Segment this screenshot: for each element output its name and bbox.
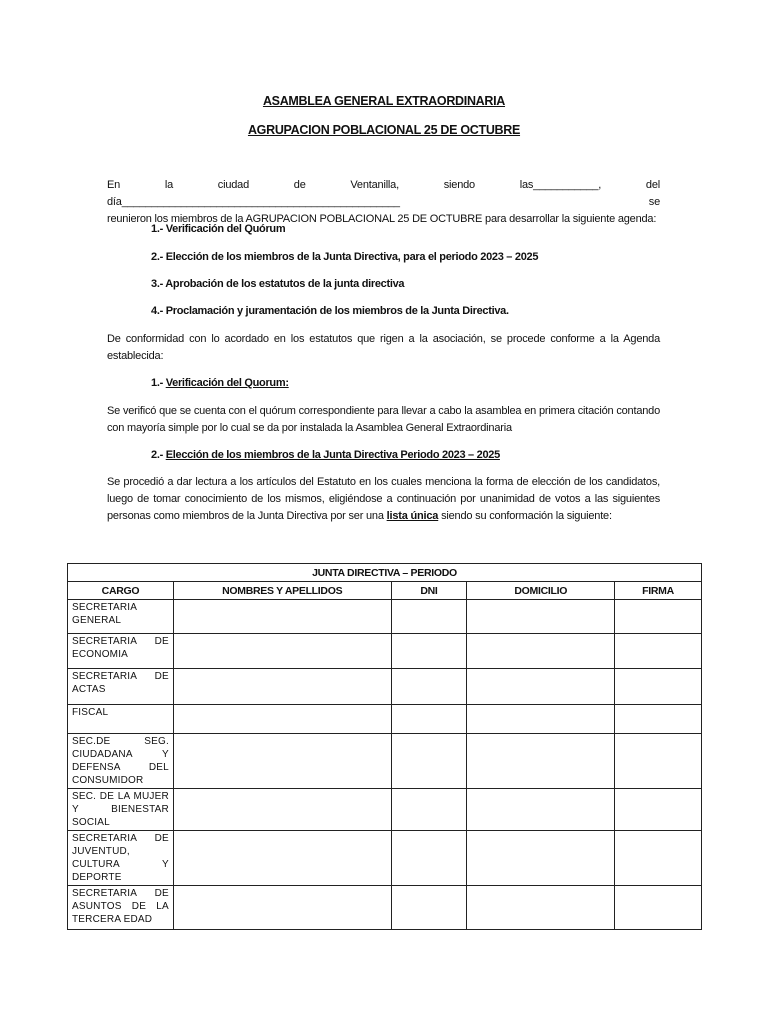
section-2-line-2: luego de tomar conocimiento de los mismos, eligiéndose a continuación por unanimidad de votos a las siguientes: [107, 493, 660, 505]
agenda-item-4: 4.- Proclamación y juramentación de los miembros de la Junta Directiva.: [151, 305, 509, 317]
dni-cell[interactable]: [391, 789, 467, 831]
conformity-line-2: establecida:: [107, 350, 164, 362]
cargo-line: ACTAS: [72, 684, 106, 695]
domicilio-cell[interactable]: [467, 734, 615, 789]
section-2-line-3: [107, 508, 660, 525]
cargo-line: Y BIENESTAR: [72, 804, 169, 815]
section-2-line-3-end: siendo su conformación la siguiente:: [438, 510, 612, 522]
agenda-item-2: 2.- Elección de los miembros de la Junta Directiva, para el periodo 2023 – 2025: [151, 251, 539, 263]
nombres-cell[interactable]: [173, 734, 391, 789]
cargo-line: SEC. DE LA MUJER: [72, 791, 169, 802]
table-row: [68, 831, 702, 886]
header-domicilio: DOMICILIO: [467, 582, 615, 600]
nombres-cell[interactable]: [173, 634, 391, 669]
dni-cell[interactable]: [391, 669, 467, 705]
conformity-line-1: De conformidad con lo acordado en los estatutos que rigen a la asociación, se procede conforme a la Agenda: [107, 333, 660, 345]
cargo-line: CONSUMIDOR: [72, 775, 144, 786]
section-1-heading: [151, 377, 289, 389]
header-firma: FIRMA: [615, 582, 702, 600]
table-title: JUNTA DIRECTIVA – PERIODO: [68, 564, 702, 582]
agenda-item-3: 3.- Aprobación de los estatutos de la junta directiva: [151, 278, 405, 290]
cargo-cell: [68, 634, 174, 669]
cargo-line: SEC.DE SEG.: [72, 736, 169, 747]
firma-cell[interactable]: [615, 886, 702, 930]
agenda-item-1: 1.- Verificación del Quórum: [151, 223, 286, 235]
firma-cell[interactable]: [615, 634, 702, 669]
domicilio-cell[interactable]: [467, 669, 615, 705]
section-1-title: Verificación del Quorum:: [165, 377, 289, 389]
section-2-paragraph: [107, 474, 660, 525]
domicilio-cell[interactable]: [467, 705, 615, 734]
nombres-cell[interactable]: [173, 600, 391, 634]
cargo-line: SECRETARIA DE: [72, 671, 169, 682]
table-row: [68, 705, 702, 734]
cargo-line: DEFENSA DEL: [72, 762, 169, 773]
domicilio-cell[interactable]: [467, 886, 615, 930]
cargo-line: SECRETARIA: [72, 602, 138, 613]
header-cargo: CARGO: [68, 582, 174, 600]
cargo-line: JUVENTUD,: [72, 846, 130, 857]
document-subtitle: AGRUPACION POBLACIONAL 25 DE OCTUBRE: [247, 123, 521, 137]
firma-cell[interactable]: [615, 669, 702, 705]
cargo-line: DEPORTE: [72, 872, 122, 883]
section-2-heading: [151, 449, 500, 461]
cargo-cell: [68, 831, 174, 886]
table-row: [68, 669, 702, 705]
table-row: [68, 634, 702, 669]
section-1-paragraph: [107, 403, 660, 437]
table-header-row: [68, 582, 702, 600]
dni-cell[interactable]: [391, 705, 467, 734]
firma-cell[interactable]: [615, 600, 702, 634]
intro-line-2: reunieron los miembros de la AGRUPACION POBLACIONAL 25 DE OCTUBRE para desarrollar la siguiente agenda:: [107, 213, 657, 225]
firma-cell[interactable]: [615, 734, 702, 789]
dni-cell[interactable]: [391, 734, 467, 789]
firma-cell[interactable]: [615, 831, 702, 886]
cargo-line: ASUNTOS DE LA: [72, 901, 169, 912]
section-2-line-3-start: personas como miembros de la Junta Directiva por ser una: [107, 510, 387, 522]
dni-cell[interactable]: [391, 886, 467, 930]
dni-cell[interactable]: [391, 634, 467, 669]
domicilio-cell[interactable]: [467, 634, 615, 669]
section-2-line-1: Se procedió a dar lectura a los artículos del Estatuto en los cuales menciona la forma de elección de los candidatos,: [107, 476, 660, 488]
document-title: ASAMBLEA GENERAL EXTRAORDINARIA: [262, 94, 506, 108]
cargo-line: SECRETARIA DE: [72, 833, 169, 844]
header-nombres: NOMBRES Y APELLIDOS: [173, 582, 391, 600]
nombres-cell[interactable]: [173, 886, 391, 930]
cargo-line: GENERAL: [72, 615, 122, 626]
cargo-cell: [68, 600, 174, 634]
firma-cell[interactable]: [615, 789, 702, 831]
cargo-cell: [68, 789, 174, 831]
table-body: [68, 600, 702, 930]
cargo-cell: [68, 669, 174, 705]
nombres-cell[interactable]: [173, 669, 391, 705]
table-row: [68, 734, 702, 789]
lista-unica-emphasis: lista única: [386, 510, 439, 522]
cargo-line: SECRETARIA DE: [72, 636, 169, 647]
conformity-paragraph: [107, 331, 660, 365]
section-1-number: 1.-: [151, 377, 166, 389]
table-row: [68, 886, 702, 930]
junta-directiva-table: [67, 563, 702, 930]
section-1-line-1: Se verificó que se cuenta con el quórum correspondiente para llevar a cabo la asamblea en primera citación contando: [107, 405, 660, 417]
cargo-line: CIUDADANA Y: [72, 749, 169, 760]
section-2-title: Elección de los miembros de la Junta Directiva Periodo 2023 – 2025: [165, 449, 500, 461]
cargo-line: ECONOMIA: [72, 649, 129, 660]
dni-cell[interactable]: [391, 831, 467, 886]
cargo-line: SOCIAL: [72, 817, 110, 828]
section-2-number: 2.-: [151, 449, 166, 461]
cargo-cell: [68, 734, 174, 789]
cargo-line: SECRETARIA DE: [72, 888, 169, 899]
firma-cell[interactable]: [615, 705, 702, 734]
cargo-line: CULTURA Y: [72, 859, 169, 870]
header-dni: DNI: [391, 582, 467, 600]
table-row: [68, 789, 702, 831]
domicilio-cell[interactable]: [467, 600, 615, 634]
cargo-cell: [68, 886, 174, 930]
cargo-line: TERCERA EDAD: [72, 914, 153, 925]
intro-line-1: En la ciudad de Ventanilla, siendo las___________, del día_______________________________________________ se: [107, 179, 660, 208]
domicilio-cell[interactable]: [467, 789, 615, 831]
nombres-cell[interactable]: [173, 705, 391, 734]
dni-cell[interactable]: [391, 600, 467, 634]
table-row: [68, 600, 702, 634]
intro-paragraph: [107, 177, 660, 228]
cargo-line: FISCAL: [72, 707, 109, 718]
cargo-cell: [68, 705, 174, 734]
domicilio-cell[interactable]: [467, 831, 615, 886]
nombres-cell[interactable]: [173, 789, 391, 831]
section-1-line-2: con mayoría simple por lo cual se da por instalada la Asamblea General Extraordinaria: [107, 422, 512, 434]
nombres-cell[interactable]: [173, 831, 391, 886]
